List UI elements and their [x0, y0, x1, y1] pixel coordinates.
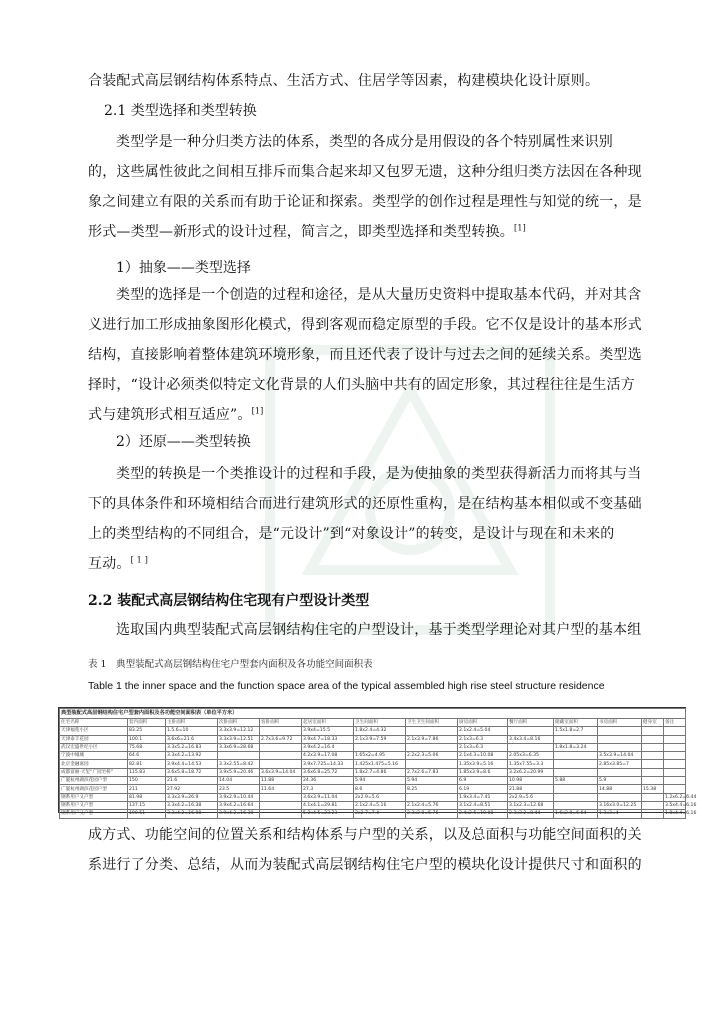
table-cell: 6.19 — [458, 785, 508, 793]
paragraph-intro-tail — [88, 66, 648, 96]
text-line — [88, 549, 648, 579]
table-cell — [554, 793, 598, 801]
table-cell: 3.3x3.9=12.51 — [218, 735, 260, 743]
table-cell: 2x2.9=5.6 — [508, 793, 554, 801]
column-header: 储藏室面积 — [554, 719, 598, 727]
table-cell: 钢系用户又户型 — [60, 810, 128, 818]
text-line: 类型的转换是一个类推设计的过程和手段，是为使抽象的类型获得新活力而将其与当 — [116, 466, 642, 482]
table-cell — [598, 793, 642, 801]
table-row — [60, 727, 686, 735]
table-header-row — [60, 719, 686, 727]
table-cell: 2.1x2.4=5.16 — [354, 801, 406, 809]
table-cell: 2.1x4.3=10.08 — [458, 752, 508, 760]
table-cell — [406, 743, 458, 751]
column-header: 次卧面积 — [218, 719, 260, 727]
table-cell — [642, 735, 664, 743]
text-line — [88, 217, 648, 247]
column-header: 卫生间面积 — [354, 719, 406, 727]
subheading-restoration: 2）还原——类型转换 — [116, 434, 251, 450]
table-cell: 23.5 — [218, 785, 260, 793]
table-cell: 3.3x4.2=16.08 — [166, 810, 218, 818]
table-cell: 1.5.6=10 — [166, 727, 218, 735]
table-title: 典型装配式高层钢结构住宅户型套内面积及各功能空间面积表（单位平方米） — [60, 709, 686, 719]
area-table-grid — [59, 708, 697, 819]
column-header: 起居室面积 — [302, 719, 354, 727]
table-cell: 3.3x5.2=16.83 — [166, 743, 218, 751]
table-cell — [598, 743, 642, 751]
text-line: 的，这些属性彼此之间相互排斥而集合起来却又包罗无遗，这种分组归类方法因在各种现 — [88, 164, 642, 180]
table-cell — [642, 752, 664, 760]
table-row — [60, 777, 686, 785]
table-row — [60, 768, 686, 776]
table-cell — [642, 801, 664, 809]
table-cell — [260, 760, 302, 768]
table-row — [60, 801, 686, 809]
table-cell: 2.05x3=6.35 — [508, 752, 554, 760]
table-caption-chinese: 表 1 典型装配式高层钢结构住宅户型套内面积及各功能空间面积表 — [88, 659, 373, 670]
table-body — [60, 727, 697, 818]
text-line: 象之间建立有限的关系而有助于论证和探索。类型学的创作过程是理性与知觉的统一，是 — [88, 194, 642, 210]
table-cell — [664, 735, 686, 743]
subheading-abstraction: 1）抽象——类型选择 — [116, 260, 251, 276]
table-cell — [664, 768, 686, 776]
table-cell: 1.35x3.9=5.16 — [458, 760, 508, 768]
table-cell: 8.25 — [406, 785, 458, 793]
section-heading-2-2: 2.2 装配式高层钢结构住宅现有户型设计类型 — [88, 593, 370, 609]
column-header: 餐厅面积 — [508, 719, 554, 727]
table-cell: 1.425x1.475=5.16 — [354, 760, 406, 768]
text-line: 系进行了分类、总结，从而为装配式高层钢结构住宅户型的模块化设计提供尺寸和面积的 — [88, 857, 642, 873]
table-cell — [554, 735, 598, 743]
table-cell — [642, 768, 664, 776]
table-cell: 天津福苑小区 — [60, 727, 128, 735]
table-cell — [406, 760, 458, 768]
table-cell: 2x2.9=5.6 — [354, 793, 406, 801]
table-cell: 3.9x2.9=10.44 — [218, 793, 260, 801]
table-cell — [598, 727, 642, 735]
table-cell: 5.88 — [554, 777, 598, 785]
column-header: 客卧面积 — [260, 719, 302, 727]
table-cell: 3.3x3.9=26.9 — [166, 793, 218, 801]
table-cell — [554, 801, 598, 809]
table-cell: 2.1x3.9=7.86 — [406, 735, 458, 743]
table-cell: 2.85x3.85=7 — [598, 760, 642, 768]
column-header: 卫生卫生间面积 — [406, 719, 458, 727]
table-cell: 150 — [128, 777, 166, 785]
table-cell: 3.9x5.9=20.46 — [218, 768, 260, 776]
paragraph-classification — [88, 820, 648, 880]
table-cell: 武汉宏盛世纪小区 — [60, 743, 128, 751]
table-cell: 4.1x4.1=29.81 — [302, 801, 354, 809]
table-cell: 2.3x3.2=8.44 — [508, 810, 554, 818]
table-cell: 钢系用户又户型 — [60, 793, 128, 801]
table-cell — [642, 777, 664, 785]
table-cell: 3.9x4.2=16.4 — [302, 743, 354, 751]
table-cell: 2.1x2.4=5.76 — [406, 801, 458, 809]
table-cell — [406, 793, 458, 801]
table-cell: 广厦杭州湖滨花园户型 — [60, 777, 128, 785]
table-cell: 75.68 — [128, 743, 166, 751]
table-cell: 2.7x3.6=9.72 — [260, 735, 302, 743]
table-cell: 3.3x6.9=28.68 — [218, 743, 260, 751]
table-row — [60, 752, 686, 760]
table-cell: 81.98 — [128, 793, 166, 801]
table-cell: 100.1 — [128, 735, 166, 743]
table-cell: 3.6x3.9=11.04 — [302, 793, 354, 801]
table-cell: 27.92 — [166, 785, 218, 793]
table-cell: 21.6 — [166, 777, 218, 785]
table-cell: 3.16x3.0=12.25 — [598, 801, 642, 809]
table-cell — [508, 727, 554, 735]
table-cell: 137.15 — [128, 801, 166, 809]
column-header: 主卧面积 — [166, 719, 218, 727]
table-cell: 1.3x3=4 — [598, 810, 642, 818]
table-row — [60, 760, 686, 768]
table-cell: 24.36 — [302, 777, 354, 785]
table-cell — [406, 727, 458, 735]
table-cell — [664, 785, 686, 793]
paragraph-type-selection — [88, 280, 648, 430]
table-cell: 3.3x2.55=8.42 — [218, 760, 260, 768]
table-cell — [218, 752, 260, 760]
table-cell: 天津泰丰花园 — [60, 735, 128, 743]
table-cell: 3.2x6.2=20.99 — [508, 768, 554, 776]
table-cell: 钢系用户又户型 — [60, 801, 128, 809]
table-cell — [664, 777, 686, 785]
table-cell: 宁波中城城 — [60, 752, 128, 760]
table-cell — [260, 727, 302, 735]
table-cell: 3.6x3.9=14.04 — [260, 768, 302, 776]
table-cell — [642, 810, 664, 818]
text-content: 互动。 — [88, 556, 131, 572]
table-cell: 北京金融嘉园 — [60, 760, 128, 768]
table-cell: 3.3x3.9=12.12 — [218, 727, 260, 735]
reference-citation: [1] — [514, 223, 526, 233]
paragraph-case-selection — [88, 615, 648, 645]
table-cell — [260, 793, 302, 801]
text-line — [88, 400, 648, 430]
table-cell — [664, 760, 686, 768]
table-cell: 3.4x3.4=8.16 — [508, 735, 554, 743]
table-cell: 21.88 — [508, 785, 554, 793]
column-header: 备注 — [664, 719, 686, 727]
column-header: 套内面积 — [128, 719, 166, 727]
table-cell: 11.64 — [260, 785, 302, 793]
paragraph-typology — [88, 127, 648, 247]
text-line: 义进行加工形成抽象图形化模式，得到客观而稳定原型的手段。它不仅是设计的基本形式 — [88, 317, 642, 333]
text-line: 合装配式高层钢结构体系特点、生活方式、住居学等因素，构建模块化设计原则。 — [88, 73, 600, 89]
table-cell — [598, 768, 642, 776]
text-line: 择时，“设计必须类似特定文化背景的人们头脑中共有的固定形象，其过程往往是生活方 — [88, 377, 635, 393]
table-cell: 1.65x2=4.95 — [354, 752, 406, 760]
table-cell — [260, 752, 302, 760]
table-cell — [354, 743, 406, 751]
text-line: 上的类型结构的不同组合，是“元设计”到“对象设计”的转变，是设计与现在和未来的 — [88, 526, 615, 542]
table-cell — [260, 743, 302, 751]
table-cell: 2.1x3=6.3 — [458, 735, 508, 743]
table-row — [60, 810, 686, 818]
table-cell — [554, 768, 598, 776]
table-cell: 2.2x2.3=5.06 — [406, 752, 458, 760]
table-cell: 10.98 — [508, 777, 554, 785]
table-cell: 2.1x3.9=7.59 — [354, 735, 406, 743]
table-cell: 3.1x2.4=8.51 — [458, 801, 508, 809]
table-caption-english: Table 1 the inner space and the function space area of the typical assembled high rise steel structure residence — [88, 680, 605, 692]
table-cell: 3.3x4.2=16.38 — [166, 801, 218, 809]
table-cell — [260, 810, 302, 818]
table-cell: 1.8x2.4=4.32 — [354, 727, 406, 735]
table-cell — [642, 743, 664, 751]
table-cell — [508, 743, 554, 751]
table-row — [60, 735, 686, 743]
table-cell: 3.6x6=21.6 — [166, 735, 218, 743]
table-cell: 3.1x2.3=12.68 — [508, 801, 554, 809]
table-cell: 1.5x1.8=2.7 — [554, 727, 598, 735]
text-content: 形式—类型—新形式的设计过程，简言之，即类型选择和类型转换。 — [88, 224, 514, 240]
table-cell: 3.9x4.2=16.64 — [218, 801, 260, 809]
table-cell: 3.6x5.8=18.72 — [166, 768, 218, 776]
table-cell: 3.9x4.2=16.38 — [218, 810, 260, 818]
table-cell — [664, 743, 686, 751]
paragraph-type-conversion — [88, 459, 648, 579]
table-cell: 14.88 — [598, 785, 642, 793]
table-cell: 1.8x2.7=4.86 — [354, 768, 406, 776]
table-cell: 83.25 — [128, 727, 166, 735]
area-table — [58, 707, 697, 817]
table-cell: 3.9x4.7=18.33 — [302, 735, 354, 743]
table-cell: 3.6x6.8=25.72 — [302, 768, 354, 776]
table-cell: 3.3x4.2=13.92 — [166, 752, 218, 760]
table-cell: 2.1x2.4=5.04 — [458, 727, 508, 735]
text-line: 类型的选择是一个创造的过程和途径，是从大量历史资料中提取基本代码，并对其含 — [116, 287, 642, 303]
table-cell: 2.7x2.6=7.83 — [406, 768, 458, 776]
table-cell: 190.51 — [128, 810, 166, 818]
table-cell: 14.04 — [218, 777, 260, 785]
table-cell: 1.85x3.9=8.6 — [458, 768, 508, 776]
table-cell: 2.4x2.5=10.08 — [458, 810, 508, 818]
table-cell: 3.9x7.725=14.33 — [302, 760, 354, 768]
table-cell: 1.35x7.55=3.3 — [508, 760, 554, 768]
table-cell — [642, 727, 664, 735]
table-cell: 3.9x4.4=14.53 — [166, 760, 218, 768]
column-header: 厨房面积 — [458, 719, 508, 727]
table-cell: 1.2x6.2=6.44 — [665, 794, 697, 800]
table-cell: 1.8x1.8=3.24 — [554, 743, 598, 751]
table-cell: 1.9x3.4=7.41 — [458, 793, 508, 801]
table-row — [60, 785, 686, 793]
text-content: 式与建筑形式相互适应”。 — [88, 407, 252, 423]
reference-citation: [ 1 ] — [130, 555, 149, 565]
table-cell — [598, 735, 642, 743]
table-cell: 3.5x3.9=14.04 — [598, 752, 642, 760]
table-cell: 3.9x4=15.5 — [302, 727, 354, 735]
table-cell — [664, 752, 686, 760]
table-cell: 27.3 — [302, 785, 354, 793]
column-header: 书房面积 — [598, 719, 642, 727]
table-cell — [554, 785, 598, 793]
table-cell: 64.6 — [128, 752, 166, 760]
table-cell — [554, 760, 598, 768]
table-cell: 2.3x2.8=5.76 — [406, 810, 458, 818]
table-cell: 5.94 — [354, 777, 406, 785]
table-cell: 3.5x4.4=6.16 — [665, 803, 697, 809]
table-row — [60, 743, 686, 751]
table-cell: 11.88 — [260, 777, 302, 785]
column-header: 健身室 — [642, 719, 664, 727]
table-cell: 5.9 — [598, 777, 642, 785]
table-cell — [664, 727, 686, 735]
table-cell: 15.38 — [642, 785, 664, 793]
table-cell: 2x2.7=7.4 — [354, 810, 406, 818]
text-line: 结构，直接影响着整体建筑环境形象，而且还代表了设计与过去之间的延续关系。类型选 — [88, 347, 642, 363]
table-cell: 5.2x4.5=23.23 — [302, 810, 354, 818]
table-cell: 115.83 — [128, 768, 166, 776]
text-line: 选取国内典型装配式高层钢结构住宅的户型设计，基于类型学理论对其户型的基本组 — [116, 622, 642, 638]
table-cell: 82.81 — [128, 760, 166, 768]
table-cell: 广厦杭州湖滨花园户型 — [60, 785, 128, 793]
table-row — [60, 793, 686, 801]
table-cell: 成都富丽·天玺“广园宅桥” — [60, 768, 128, 776]
table-cell — [642, 793, 664, 801]
table-cell — [554, 752, 598, 760]
table-cell: 1.6x2.8=6.64 — [554, 810, 598, 818]
table-cell: 8.6 — [354, 785, 406, 793]
text-line: 下的具体条件和环境相结合而进行建筑形式的还原性重构，是在结构基本相似或不变基础 — [88, 496, 642, 512]
text-line: 类型学是一种分归类方法的体系，类型的各成分是用假设的各个特别属性来识别 — [116, 134, 613, 150]
table-cell: 211 — [128, 785, 166, 793]
table-cell — [260, 801, 302, 809]
section-heading-2-1: 2.1 类型选择和类型转换 — [104, 103, 257, 119]
table-cell: 4.2x3.9=17.08 — [302, 752, 354, 760]
column-header: 住宅名称 — [60, 719, 128, 727]
table-cell: 5.94 — [406, 777, 458, 785]
table-cell: 2.1x3=6.3 — [458, 743, 508, 751]
table-cell — [642, 760, 664, 768]
reference-citation: [1] — [251, 406, 264, 416]
table-cell: 1.8x4.4=6.16 — [665, 811, 697, 817]
table-cell: 6.9 — [458, 777, 508, 785]
text-line: 成方式、功能空间的位置关系和结构体系与户型的关系，以及总面积与功能空间面积的关 — [88, 827, 642, 843]
